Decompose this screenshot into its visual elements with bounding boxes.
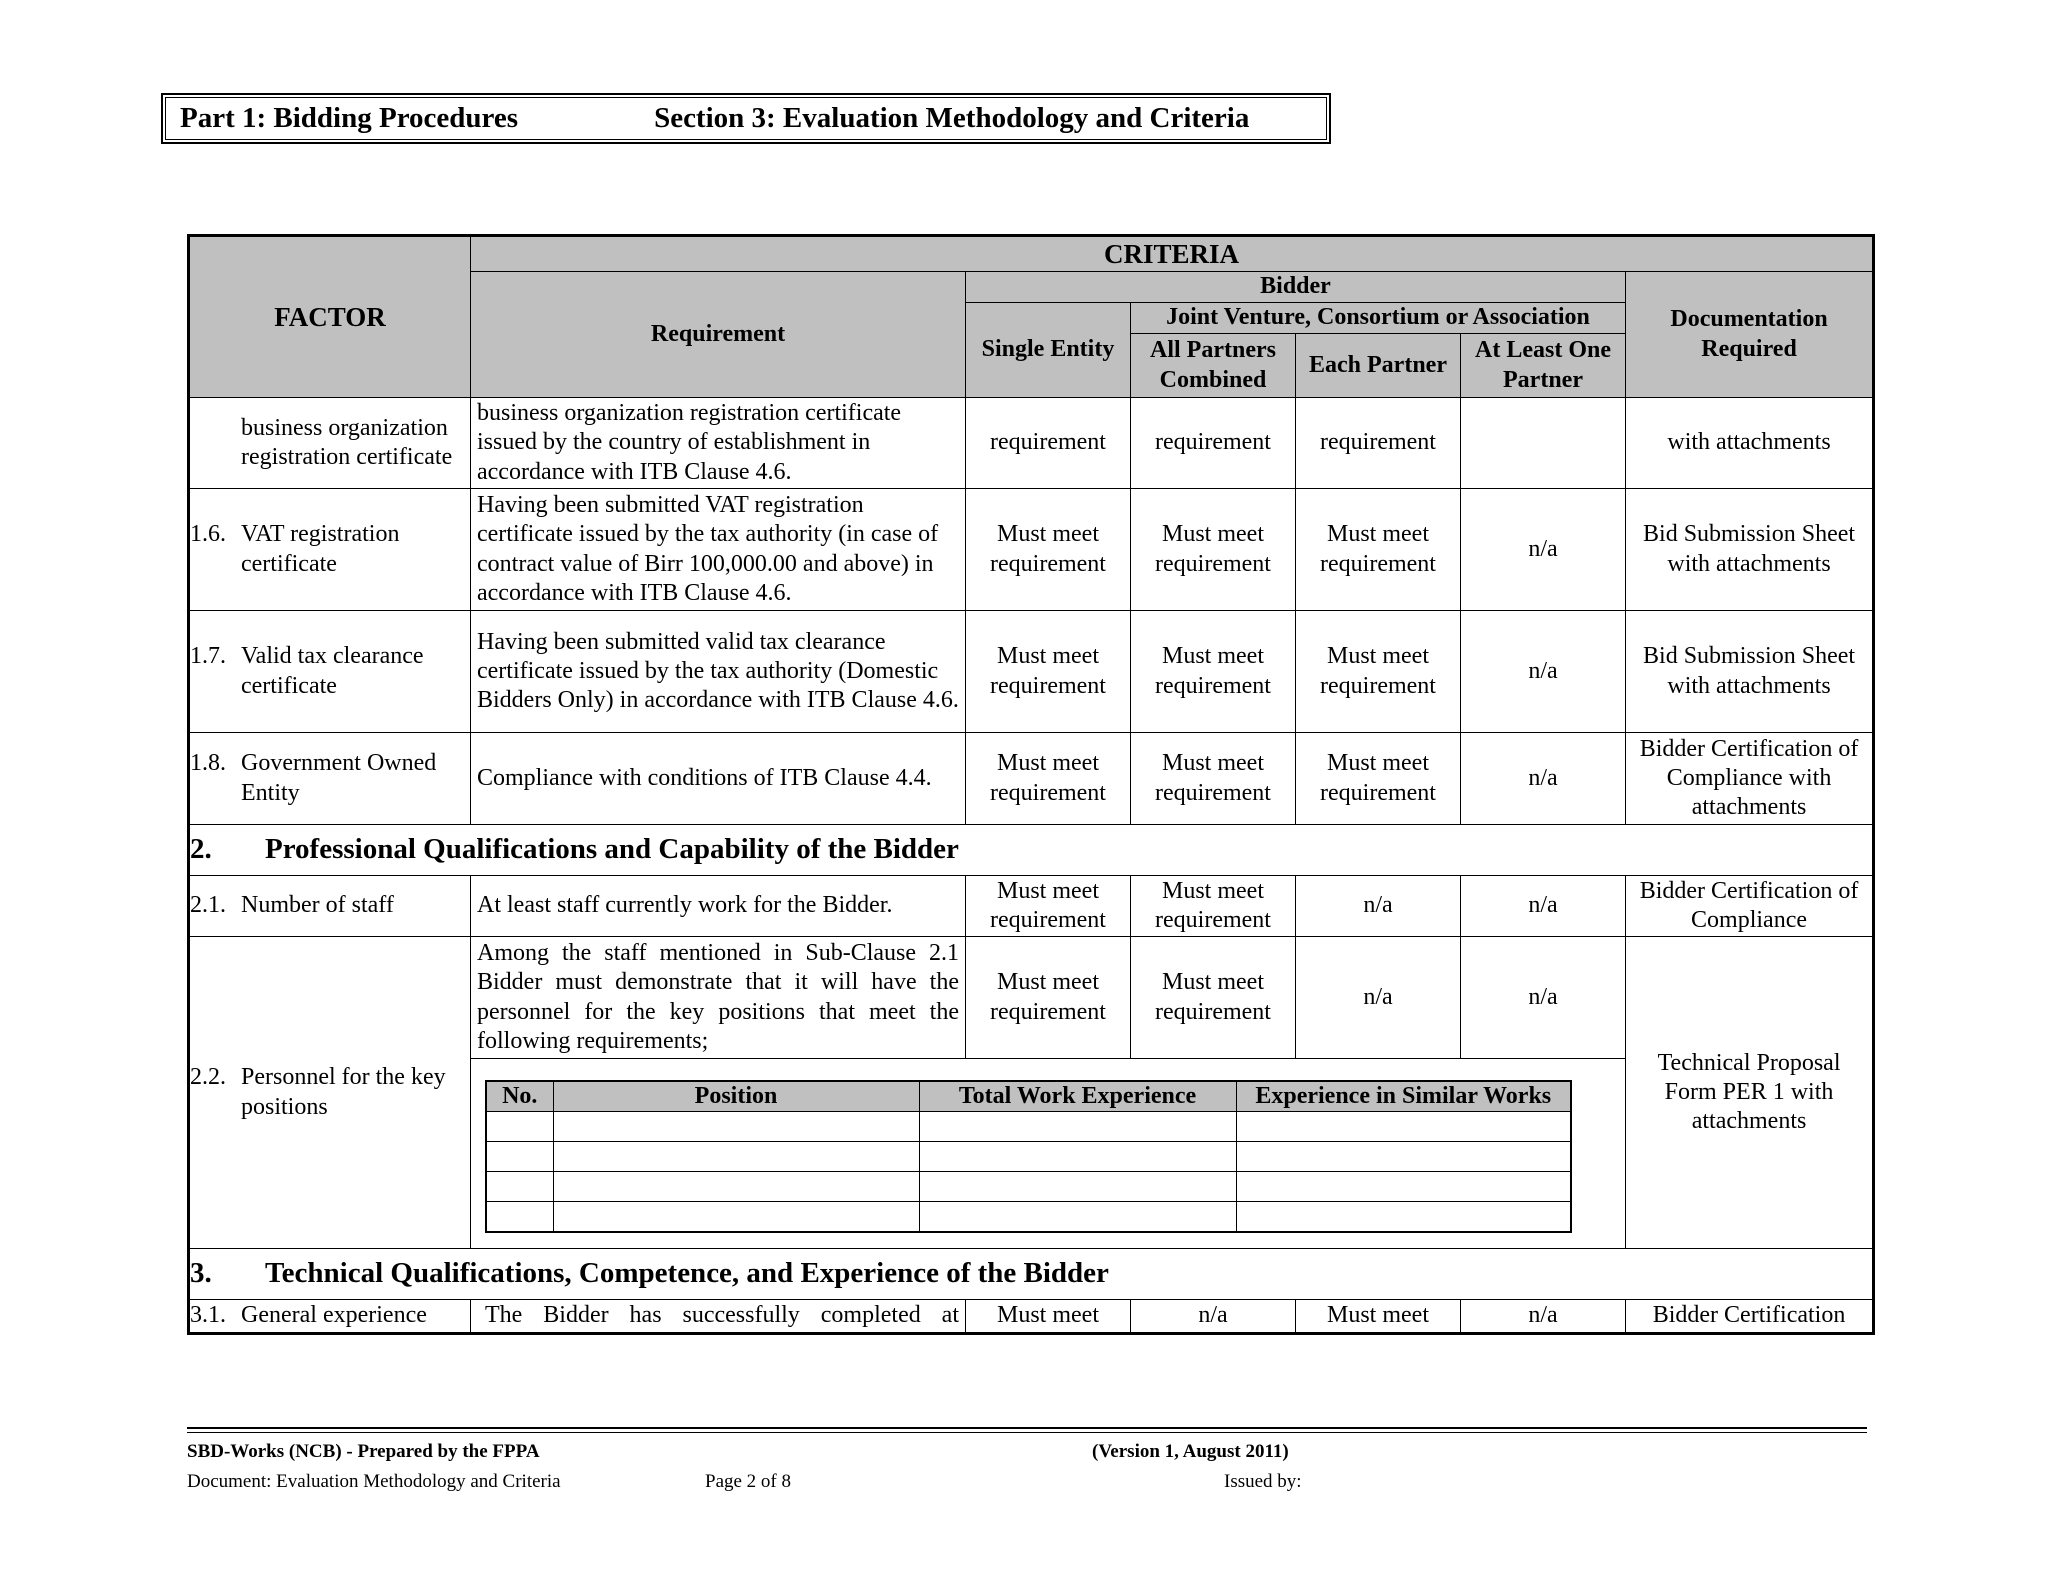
footer-version: (Version 1, August 2011) [1092, 1441, 1289, 1462]
positions-empty-row [486, 1112, 1571, 1142]
page-footer [187, 1427, 1867, 1493]
single-entity-cell: Must meet requirement [966, 937, 1131, 1059]
section-title: Technical Qualifications, Competence, and Experience of the Bidder [265, 1257, 1109, 1290]
section-title: Professional Qualifications and Capability of the Bidder [265, 833, 959, 866]
requirement-cell: At least staff currently work for the Bidder. [471, 876, 966, 937]
at-least-one-header: At Least One Partner [1461, 334, 1626, 398]
documentation-cell: Bid Submission Sheet with attachments [1626, 611, 1874, 733]
table-row [189, 1300, 1874, 1334]
section-heading-2 [189, 825, 1874, 876]
table-row [189, 398, 1874, 489]
all-partners-cell: requirement [1131, 398, 1296, 489]
factor-label: Government Owned Entity [241, 750, 437, 806]
table-row [189, 876, 1874, 937]
footer-rule [187, 1432, 1867, 1433]
at-least-one-cell: n/a [1461, 733, 1626, 825]
factor-label: VAT registration certificate [241, 521, 400, 577]
all-partners-cell: n/a [1131, 1300, 1296, 1334]
positions-cell [471, 1059, 1626, 1249]
page-header [161, 93, 1331, 144]
single-entity-header: Single Entity [966, 303, 1131, 398]
at-least-one-cell: n/a [1461, 937, 1626, 1059]
factor-label: Valid tax clearance certificate [241, 643, 424, 699]
requirement-cell: Having been submitted VAT registration certificate issued by the tax authority (in case of contract value of Birr 100,000.00 and above) in accordance with ITB Clause 4.6. [471, 489, 966, 611]
single-entity-cell: Must meet [966, 1300, 1131, 1334]
factor-cell [189, 1300, 471, 1334]
requirement-header: Requirement [471, 272, 966, 398]
factor-label: General experience [241, 1302, 427, 1329]
positions-table [485, 1080, 1572, 1233]
factor-number: 2.2. [190, 1064, 226, 1091]
header-part: Part 1: Bidding Procedures [180, 102, 519, 134]
single-entity-cell: requirement [966, 398, 1131, 489]
factor-cell [189, 733, 471, 825]
table-row [189, 489, 1874, 611]
factor-number: 2.1. [190, 892, 226, 919]
positions-empty-row [486, 1202, 1571, 1233]
each-partner-cell: Must meet requirement [1296, 611, 1461, 733]
at-least-one-cell: n/a [1461, 611, 1626, 733]
all-partners-cell: Must meet requirement [1131, 876, 1296, 937]
factor-number: 1.7. [190, 643, 226, 670]
section-number: 2. [190, 833, 212, 866]
requirement-cell: Having been submitted valid tax clearance certificate issued by the tax authority (Domestic Bidders Only) in accordance with ITB Clause 4.6. [471, 611, 966, 733]
footer-page-number: Page 2 of 8 [705, 1471, 792, 1492]
bidder-header: Bidder [966, 272, 1626, 303]
requirement-cell: business organization registration certificate issued by the country of establishment in accordance with ITB Clause 4.6. [471, 398, 966, 489]
documentation-cell: Bidder Certification of Compliance [1626, 876, 1874, 937]
single-entity-cell: Must meet requirement [966, 733, 1131, 825]
factor-label: business organization registration certificate [241, 414, 453, 470]
each-partner-cell: requirement [1296, 398, 1461, 489]
positions-empty-row [486, 1142, 1571, 1172]
requirement-cell: Among the staff mentioned in Sub-Clause 2.1 Bidder must demonstrate that it will have the personnel for the key positions that meet the following requirements; [471, 937, 966, 1059]
positions-col-header: No. [486, 1081, 553, 1112]
each-partner-cell: Must meet requirement [1296, 733, 1461, 825]
factor-number: 1.6. [190, 521, 226, 548]
footer-rule [187, 1427, 1867, 1429]
section-number: 3. [190, 1257, 212, 1290]
footer-issued-by: Issued by: [1224, 1471, 1302, 1492]
positions-empty-row [486, 1172, 1571, 1202]
factor-cell [189, 611, 471, 733]
documentation-cell: Bidder Certification of Compliance with attachments [1626, 733, 1874, 825]
factor-number: 1.8. [190, 750, 226, 777]
each-partner-cell: Must meet [1296, 1300, 1461, 1334]
table-row [189, 611, 1874, 733]
factor-label: Number of staff [241, 892, 394, 919]
all-partners-cell: Must meet requirement [1131, 733, 1296, 825]
documentation-header: Documentation Required [1626, 272, 1874, 398]
all-partners-cell: Must meet requirement [1131, 937, 1296, 1059]
all-partners-header: All Partners Combined [1131, 334, 1296, 398]
all-partners-cell: Must meet requirement [1131, 611, 1296, 733]
each-partner-header: Each Partner [1296, 334, 1461, 398]
factor-cell [189, 937, 471, 1249]
factor-number: 3.1. [190, 1302, 226, 1329]
section-heading-3 [189, 1249, 1874, 1300]
positions-col-header: Total Work Experience [919, 1081, 1236, 1112]
single-entity-cell: Must meet requirement [966, 611, 1131, 733]
factor-cell [189, 876, 471, 937]
factor-number [190, 414, 241, 473]
documentation-cell: Bidder Certification [1626, 1300, 1874, 1334]
single-entity-cell: Must meet requirement [966, 876, 1131, 937]
factor-header: FACTOR [189, 236, 471, 398]
table-row [189, 733, 1874, 825]
factor-label: Personnel for the key positions [241, 1064, 446, 1120]
positions-col-header: Experience in Similar Works [1236, 1081, 1571, 1112]
at-least-one-cell [1461, 398, 1626, 489]
documentation-cell: Bid Submission Sheet with attachments [1626, 489, 1874, 611]
requirement-cell: Compliance with conditions of ITB Clause 4.4. [471, 733, 966, 825]
jv-header: Joint Venture, Consortium or Association [1131, 303, 1626, 334]
factor-cell [189, 489, 471, 611]
factor-cell [189, 398, 471, 489]
positions-col-header: Position [553, 1081, 919, 1112]
at-least-one-cell: n/a [1461, 489, 1626, 611]
at-least-one-cell: n/a [1461, 876, 1626, 937]
each-partner-cell: n/a [1296, 876, 1461, 937]
criteria-table [187, 234, 1875, 1335]
criteria-header: CRITERIA [471, 236, 1874, 272]
each-partner-cell: n/a [1296, 937, 1461, 1059]
table-row [189, 937, 1874, 1059]
footer-document: Document: Evaluation Methodology and Criteria [187, 1471, 561, 1492]
at-least-one-cell: n/a [1461, 1300, 1626, 1334]
requirement-cell: The Bidder has successfully completed at [471, 1300, 966, 1334]
all-partners-cell: Must meet requirement [1131, 489, 1296, 611]
documentation-cell: with attachments [1626, 398, 1874, 489]
documentation-cell: Technical Proposal Form PER 1 with attachments [1626, 937, 1874, 1249]
footer-prepared-by: SBD-Works (NCB) - Prepared by the FPPA [187, 1441, 540, 1462]
each-partner-cell: Must meet requirement [1296, 489, 1461, 611]
single-entity-cell: Must meet requirement [966, 489, 1131, 611]
header-section: Section 3: Evaluation Methodology and Criteria [654, 102, 1250, 134]
